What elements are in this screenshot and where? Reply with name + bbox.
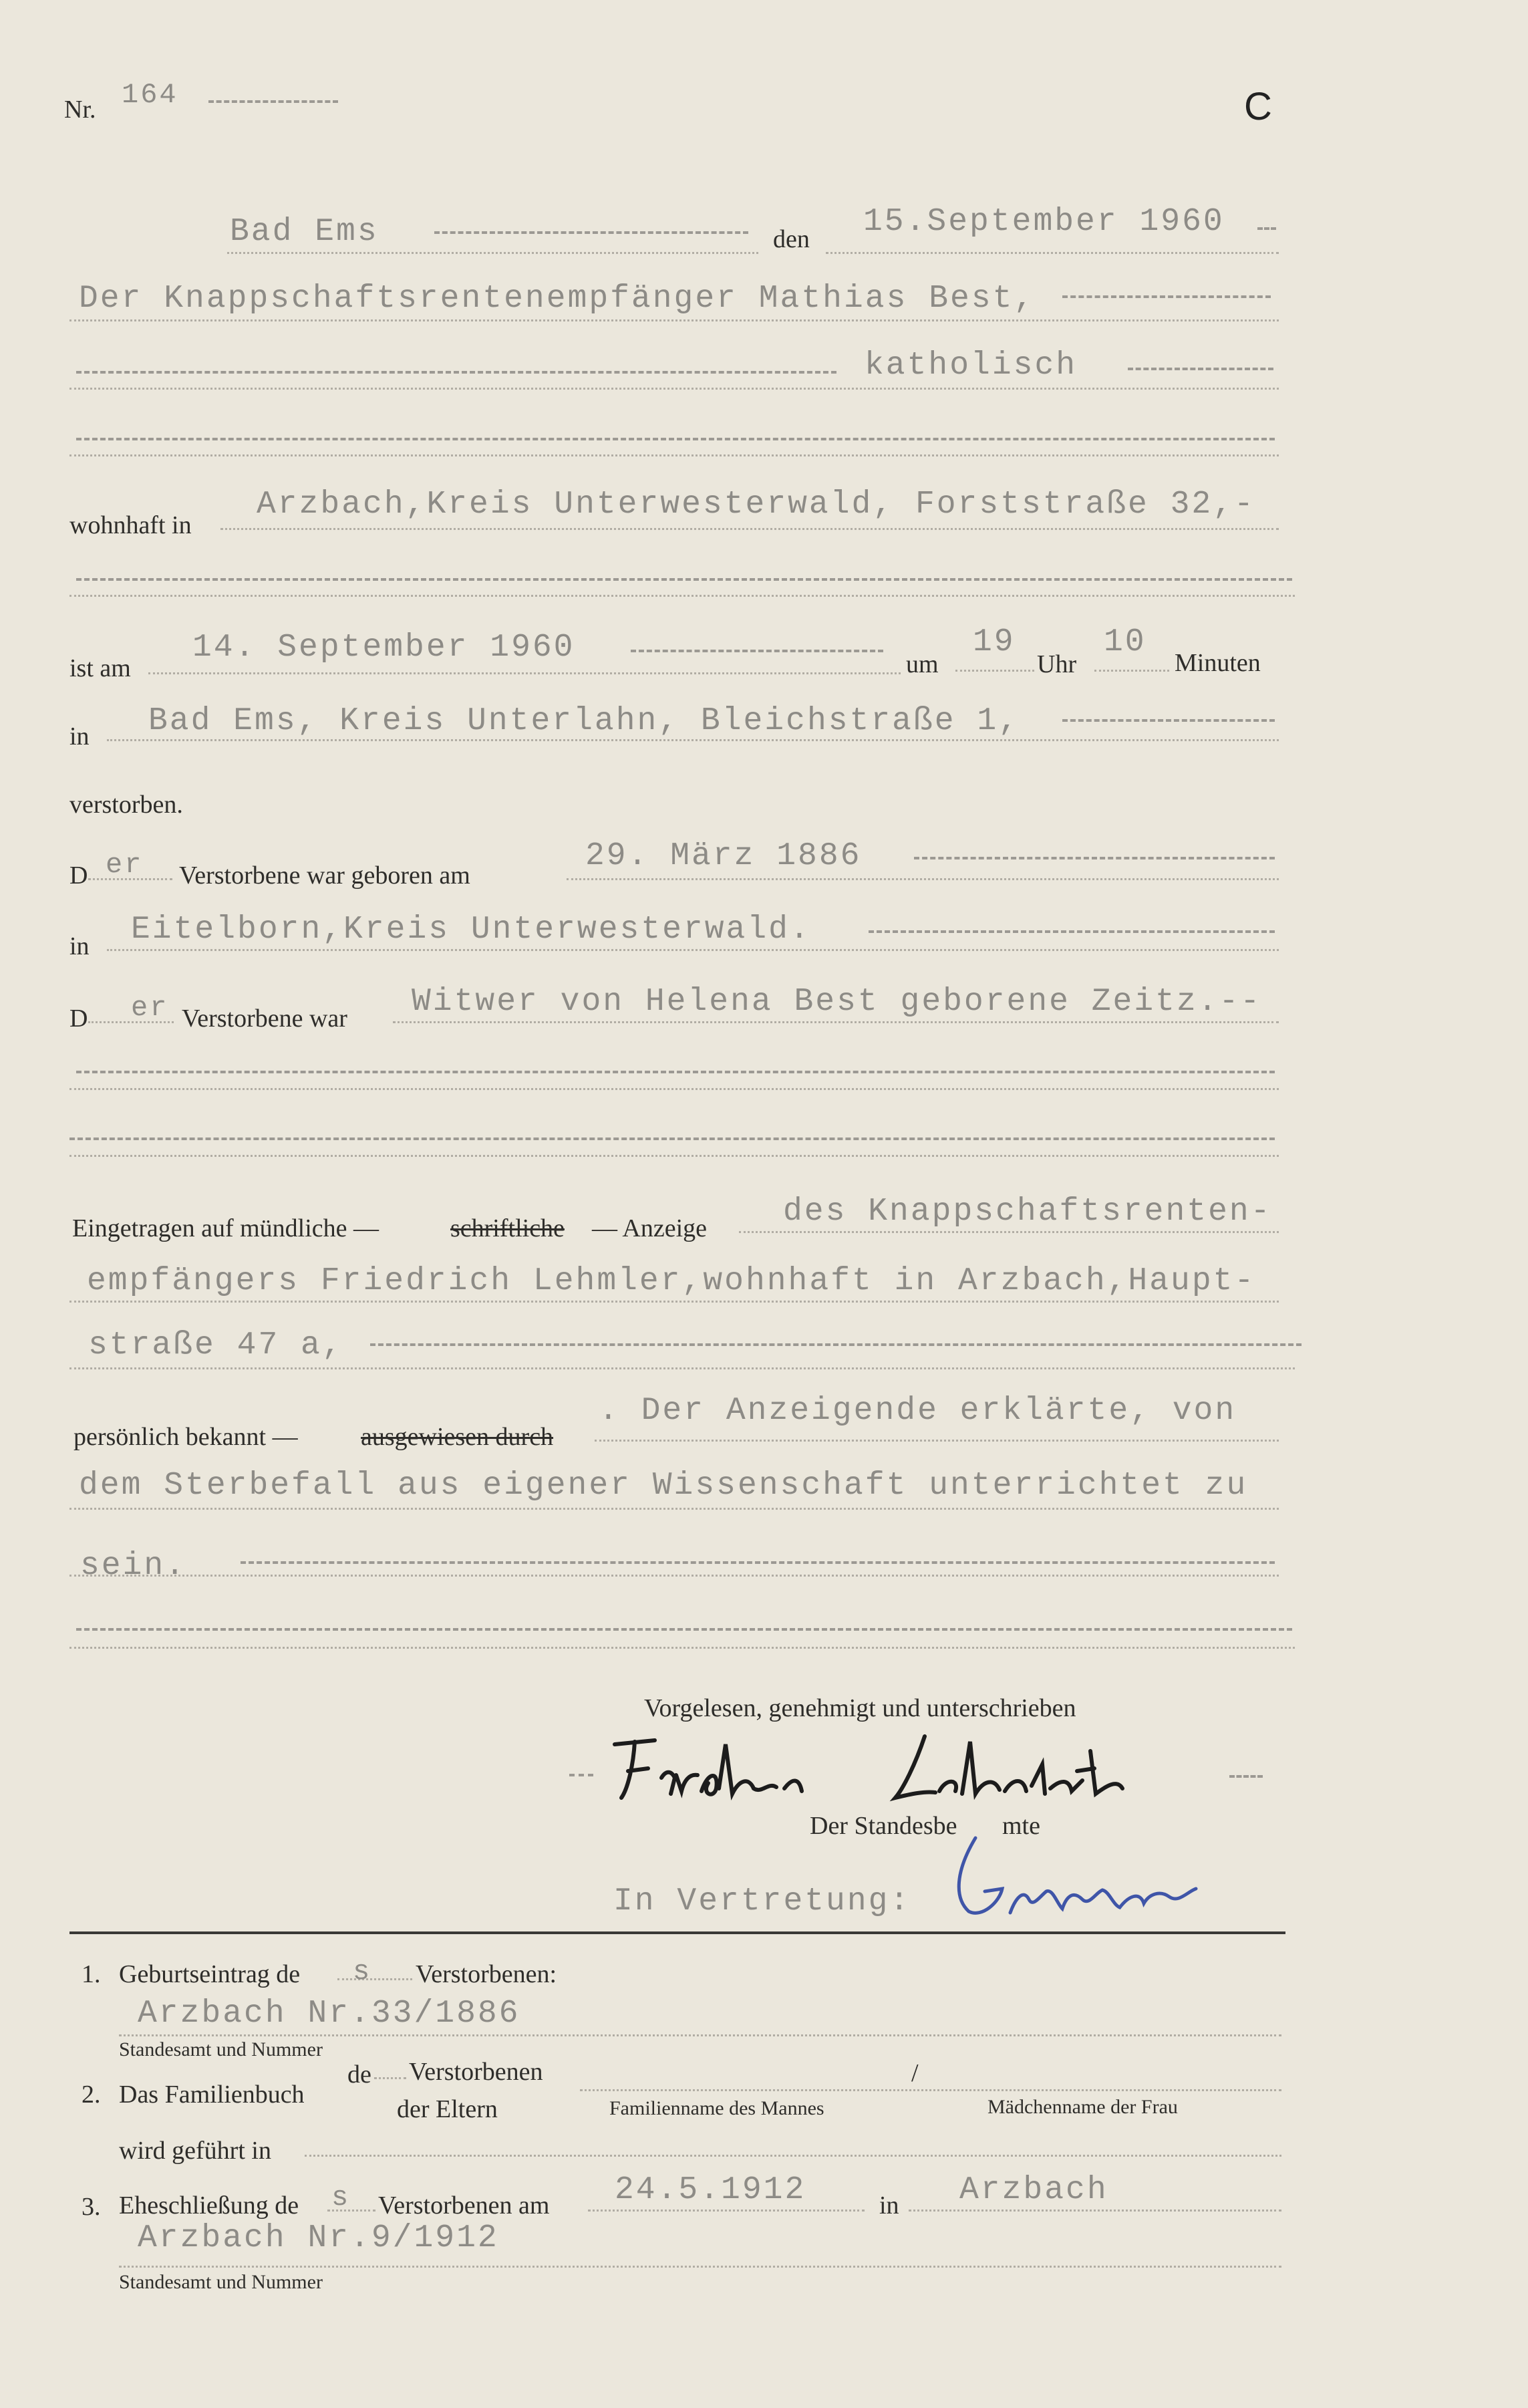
- note3-date: 24.5.1912: [615, 2172, 806, 2208]
- note3-value-dots: [119, 2266, 1281, 2268]
- ist-am-label: ist am: [69, 654, 131, 682]
- note2-caption-wife: Mädchenname der Frau: [987, 2096, 1178, 2118]
- note2-names-dots: [580, 2089, 1281, 2091]
- note3-number: 3.: [82, 2193, 101, 2221]
- marital3-dash: [69, 1138, 1275, 1140]
- registration-label-prefix: Eingetragen auf mündliche —: [72, 1214, 379, 1242]
- religion-dash-left: [76, 371, 836, 374]
- note2-label: Das Familienbuch: [119, 2081, 305, 2109]
- statement2-dots: [69, 1508, 1279, 1510]
- uhr-label: Uhr: [1037, 650, 1077, 678]
- death-date: 14. September 1960: [192, 630, 575, 666]
- note1-suffix: s: [353, 1956, 372, 1988]
- sig-dash-right: [1229, 1775, 1263, 1778]
- blank-line-dash: [76, 438, 1275, 440]
- note1-suffix-dots: [337, 1978, 412, 1980]
- birth-place: Eitelborn,Kreis Unterwesterwald.: [131, 912, 811, 948]
- note2-slash: /: [911, 2059, 919, 2087]
- form-letter: C: [1244, 85, 1272, 128]
- birth-place-dash: [869, 930, 1275, 933]
- note1-value: Arzbach Nr.33/1886: [138, 1996, 520, 2032]
- den-label: den: [773, 225, 810, 253]
- registration3-dash: [370, 1343, 1302, 1346]
- statement1: . Der Anzeigende erklärte, von: [599, 1393, 1237, 1429]
- residence-value: Arzbach,Kreis Unterwesterwald, Forststraße 32,-: [257, 487, 1255, 523]
- religion-dots: [69, 388, 1279, 390]
- statement4-dash: [76, 1628, 1292, 1631]
- note3-value: Arzbach Nr.9/1912: [138, 2220, 499, 2256]
- note2-number: 2.: [82, 2081, 101, 2109]
- death-date-dots: [148, 672, 901, 674]
- religion-dash-right: [1128, 368, 1273, 370]
- birth-place-dots: [107, 949, 1279, 951]
- blank-line-dots: [69, 454, 1279, 456]
- note3-caption: Standesamt und Nummer: [119, 2271, 323, 2293]
- note3-date-dots: [588, 2210, 865, 2212]
- registrar-signature: [935, 1825, 1283, 1931]
- deceased-line1: Der Knappschaftsrentenempfänger Mathias Best,: [79, 281, 1036, 317]
- line1-dash: [1062, 295, 1271, 298]
- marital-dots: [393, 1021, 1279, 1023]
- note2-option-deceased: Verstorbenen: [409, 2058, 543, 2086]
- residence2-dash: [76, 578, 1292, 581]
- birth-in-label: in: [69, 932, 90, 960]
- registration3-dots: [69, 1367, 1295, 1369]
- place-date-value: 15.September 1960: [863, 204, 1225, 240]
- informant-signature: [601, 1724, 1203, 1811]
- registration-label-suffix: — Anzeige: [592, 1214, 708, 1242]
- note2-kept-dots: [305, 2155, 1281, 2157]
- death-place-dots: [107, 739, 1279, 741]
- section-rule: [69, 1931, 1285, 1934]
- note3-label-a: Eheschließung de: [119, 2191, 299, 2220]
- note3-in: in: [879, 2191, 899, 2220]
- marital-value: Witwer von Helena Best geborene Zeitz.--: [412, 984, 1262, 1020]
- statement3-dash: [241, 1561, 1275, 1564]
- death-date-dash: [631, 650, 883, 652]
- note1-label-b: Verstorbenen:: [416, 1960, 557, 1988]
- wohnhaft-label: wohnhaft in: [69, 511, 192, 539]
- born-label: Verstorbene war geboren am: [179, 861, 470, 890]
- marital-d-suffix: er: [131, 992, 169, 1024]
- residence2-dots: [69, 595, 1295, 597]
- residence-dots: [220, 528, 1279, 530]
- statement1-dots: [595, 1440, 1279, 1442]
- hour-dots: [955, 670, 1034, 672]
- note1-value-dots: [119, 2034, 1281, 2036]
- nr-label: Nr.: [64, 96, 96, 124]
- note1-caption: Standesamt und Nummer: [119, 2038, 323, 2060]
- marital2-dots: [69, 1088, 1279, 1090]
- registration-line3: straße 47 a,: [88, 1327, 343, 1363]
- marital-label: Verstorbene war: [182, 1005, 347, 1033]
- note3-label-b: Verstorbenen am: [378, 2191, 550, 2220]
- note1-number: 1.: [82, 1960, 101, 1988]
- nr-value: 164: [122, 79, 178, 111]
- note1-label-a: Geburtseintrag de: [119, 1960, 301, 1988]
- known-struck: ausgewiesen durch: [361, 1423, 554, 1451]
- registration-line1: des Knappschaftsrenten-: [783, 1194, 1272, 1230]
- um-label: um: [906, 650, 939, 678]
- birth-d-label: D: [69, 861, 88, 890]
- statement2: dem Sterbefall aus eigener Wissenschaft unterrichtet zu: [79, 1468, 1248, 1504]
- line1-dots: [69, 319, 1279, 321]
- statement3: sein.: [80, 1548, 187, 1584]
- registrar-label-right: mte: [1002, 1812, 1040, 1840]
- death-in-label: in: [69, 722, 90, 751]
- note2-de-dots: [374, 2077, 406, 2079]
- note3-place: Arzbach: [959, 2172, 1108, 2208]
- note2-de: de: [347, 2060, 371, 2089]
- registration-label-struck: schriftliche: [450, 1214, 565, 1242]
- birth-date: 29. März 1886: [585, 838, 862, 874]
- birth-date-dash: [914, 857, 1275, 859]
- known-prefix: persönlich bekannt —: [73, 1423, 298, 1451]
- note2-caption-husband: Familienname des Mannes: [609, 2097, 824, 2119]
- marital-d-label: D: [69, 1005, 88, 1033]
- registration-line2: empfängers Friedrich Lehmler,wohnhaft in Arzbach,Haupt-: [87, 1263, 1256, 1299]
- minuten-label: Minuten: [1175, 649, 1261, 677]
- registrar-label-left: Der Standesbe: [810, 1812, 957, 1840]
- minutes-dots: [1094, 670, 1169, 672]
- date-dash: [1257, 227, 1276, 230]
- religion-value: katholisch: [865, 348, 1078, 384]
- marital2-dash: [76, 1071, 1275, 1073]
- note3-place-dots: [909, 2210, 1281, 2212]
- statement3-dots: [69, 1575, 1279, 1577]
- note2-kept-label: wird geführt in: [119, 2137, 271, 2165]
- read-approved-label: Vorgelesen, genehmigt und unterschrieben: [644, 1694, 1076, 1722]
- place-value: Bad Ems: [230, 214, 379, 250]
- statement4-dots: [69, 1647, 1295, 1649]
- place-dots: [227, 252, 758, 254]
- in-vertretung: In Vertretung:: [613, 1883, 911, 1919]
- verstorben-label: verstorben.: [69, 791, 183, 819]
- death-hour: 19: [973, 624, 1016, 660]
- note2-option-parents: der Eltern: [397, 2095, 498, 2123]
- marital3-dots: [69, 1155, 1279, 1157]
- death-place-dash: [1062, 719, 1275, 722]
- place-dash: [434, 231, 748, 234]
- sig-dash-left: [569, 1774, 593, 1776]
- death-place: Bad Ems, Kreis Unterlahn, Bleichstraße 1,: [148, 703, 1020, 739]
- registration-dots: [739, 1231, 1279, 1233]
- death-minutes: 10: [1104, 624, 1147, 660]
- birth-date-dots: [567, 878, 1279, 880]
- birth-d-suffix: er: [106, 849, 144, 881]
- registration2-dots: [69, 1301, 1279, 1303]
- date-dots: [826, 252, 1279, 254]
- note3-suffix: s: [331, 2181, 351, 2214]
- nr-dash: [208, 100, 338, 103]
